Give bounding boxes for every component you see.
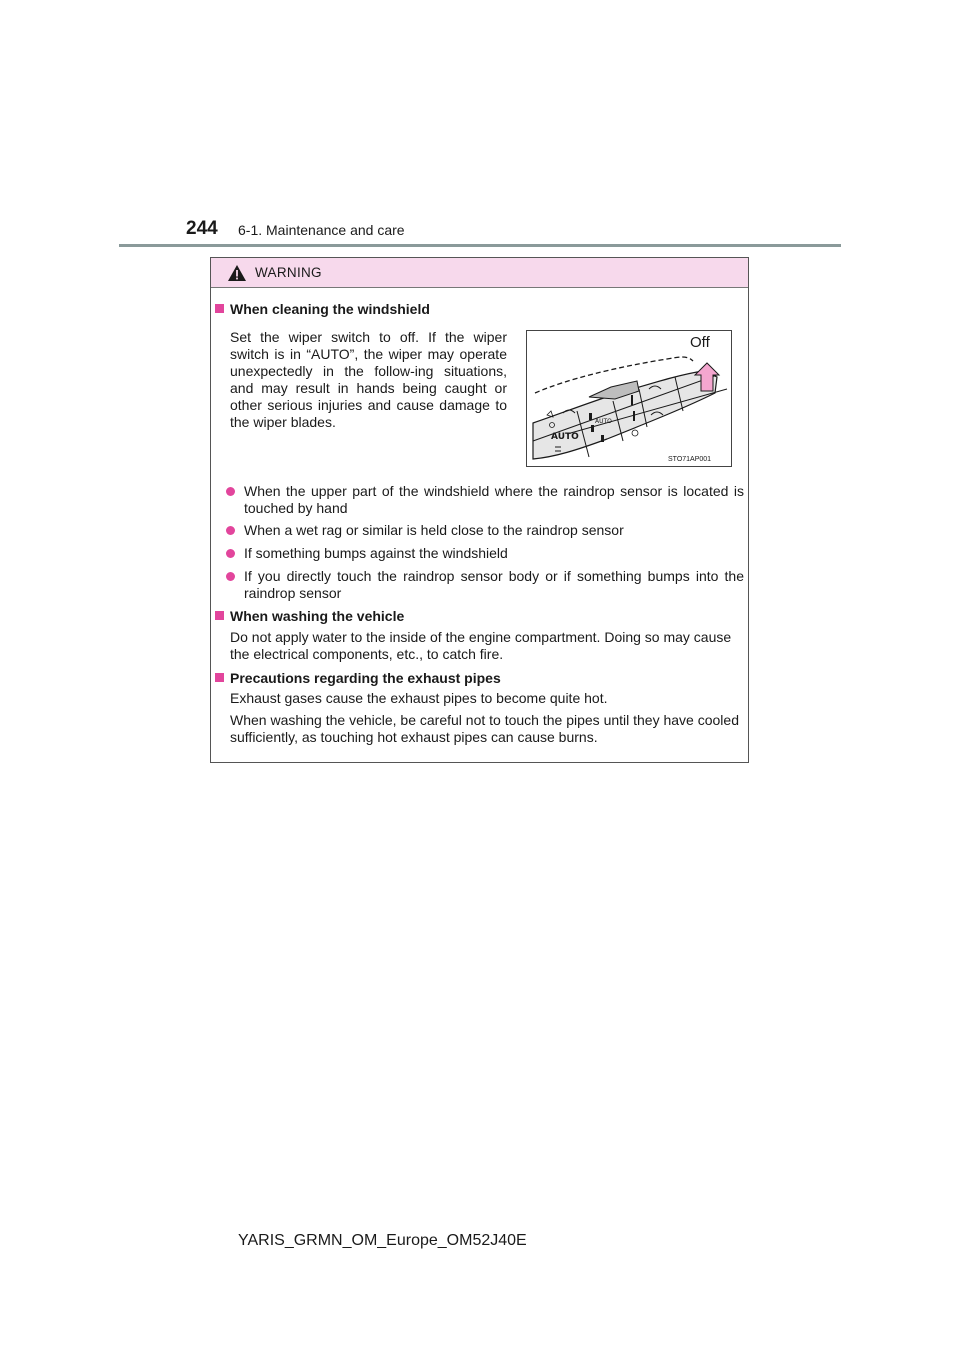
svg-text:AUTO: AUTO bbox=[595, 418, 612, 425]
warning-header bbox=[211, 258, 748, 288]
square-bullet-icon bbox=[215, 673, 224, 682]
warning-label: WARNING bbox=[255, 265, 322, 280]
heading-text: When cleaning the windshield bbox=[230, 301, 430, 317]
document-id: YARIS_GRMN_OM_Europe_OM52J40E bbox=[238, 1232, 527, 1249]
section-heading-washing bbox=[215, 608, 404, 624]
wiper-switch-figure bbox=[526, 330, 732, 467]
washing-paragraph: Do not apply water to the inside of the engine compartment. Doing so may cause the electrical components, etc., to catch fire. bbox=[230, 629, 732, 662]
heading-text: Precautions regarding the exhaust pipes bbox=[230, 670, 501, 686]
circle-bullet-icon bbox=[226, 549, 235, 558]
figure-image-code: STO71AP001 bbox=[668, 456, 712, 463]
square-bullet-icon bbox=[215, 304, 224, 313]
section-heading-exhaust bbox=[215, 670, 501, 686]
bullet-text: When a wet rag or similar is held close to the raindrop sensor bbox=[244, 522, 624, 538]
warning-box bbox=[210, 257, 749, 763]
bullet-text: If you directly touch the raindrop sensor body or if something bumps into the raindrop sensor bbox=[244, 568, 744, 601]
exhaust-paragraph: When washing the vehicle, be careful not to touch the pipes until they have cooled sufficiently, as touching hot exhaust pipes can cause burns. bbox=[230, 712, 739, 745]
heading-text: When washing the vehicle bbox=[230, 608, 405, 624]
section-title: 6-1. Maintenance and care bbox=[238, 222, 405, 238]
circle-bullet-icon bbox=[226, 572, 235, 581]
header-divider bbox=[119, 244, 841, 247]
bullet-text: When the upper part of the windshield where the raindrop sensor is located is touched by hand bbox=[244, 483, 744, 516]
bullet-text: If something bumps against the windshield bbox=[244, 545, 508, 561]
wiper-lever-illustration bbox=[527, 331, 732, 467]
windshield-intro: Set the wiper switch to off. If the wiper switch is in “AUTO”, the wiper may operate unexpectedly in the follow-ing situations, and may result in hands being caught or other serious injuries and cause damage to the wiper blades. bbox=[230, 329, 507, 430]
circle-bullet-icon bbox=[226, 487, 235, 496]
section-heading-windshield bbox=[215, 301, 430, 317]
figure-off-label: Off bbox=[690, 334, 710, 351]
exhaust-paragraph: Exhaust gases cause the exhaust pipes to become quite hot. bbox=[230, 690, 608, 706]
svg-text:AUTO: AUTO bbox=[551, 432, 579, 442]
square-bullet-icon bbox=[215, 611, 224, 620]
circle-bullet-icon bbox=[226, 526, 235, 535]
warning-triangle-icon bbox=[227, 264, 247, 282]
page-number: 244 bbox=[186, 218, 218, 239]
